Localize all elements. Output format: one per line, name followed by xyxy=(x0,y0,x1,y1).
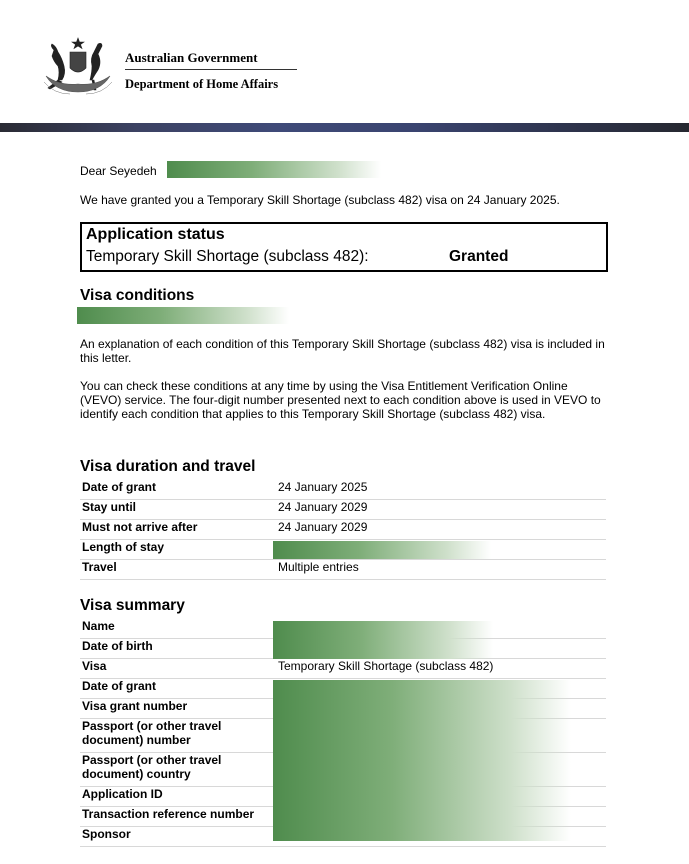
government-name-block xyxy=(125,50,297,92)
duration-value: 24 January 2029 xyxy=(276,500,606,520)
duration-row xyxy=(80,500,606,520)
summary-label: Name xyxy=(80,619,276,639)
duration-label: Must not arrive after xyxy=(80,520,276,540)
application-status-title: Application status xyxy=(86,226,225,243)
summary-label: Passport (or other travel document) number xyxy=(80,719,276,753)
grant-sentence: We have granted you a Temporary Skill Shortage (subclass 482) visa on 24 January 2025. xyxy=(80,193,560,207)
visa-conditions-heading: Visa conditions xyxy=(80,287,195,304)
duration-value: Multiple entries xyxy=(276,560,606,580)
application-status-box xyxy=(80,222,608,272)
redacted-length-of-stay xyxy=(273,541,491,559)
conditions-paragraph-1: An explanation of each condition of this Temporary Skill Shortage (subclass 482) visa is included in this letter. xyxy=(80,337,605,365)
duration-value: 24 January 2025 xyxy=(276,480,606,500)
conditions-paragraph-2: You can check these conditions at any time by using the Visa Entitlement Verification Online (VEVO) service. The four-digit number presented next to each condition above is used in VEVO to identify each condition that applies to this Temporary Skill Shortage (subclass 482) visa. xyxy=(80,379,601,421)
redacted-name xyxy=(167,161,381,178)
visa-summary-heading: Visa summary xyxy=(80,597,185,614)
summary-label: Date of birth xyxy=(80,639,276,659)
header-divider xyxy=(125,69,297,70)
summary-label: Application ID xyxy=(80,787,276,807)
application-status-label: Temporary Skill Shortage (subclass 482): xyxy=(86,248,369,265)
summary-label: Visa grant number xyxy=(80,699,276,719)
duration-row xyxy=(80,560,606,580)
summary-label: Visa xyxy=(80,659,276,679)
duration-value: 24 January 2029 xyxy=(276,520,606,540)
application-status-value: Granted xyxy=(449,248,509,265)
visa-duration-table xyxy=(80,480,606,580)
duration-label: Length of stay xyxy=(80,540,276,560)
duration-label: Travel xyxy=(80,560,276,580)
redacted-name-dob xyxy=(273,621,493,659)
redacted-conditions xyxy=(77,307,289,324)
duration-label: Date of grant xyxy=(80,480,276,500)
redacted-visa-details xyxy=(273,680,571,841)
duration-row xyxy=(80,480,606,500)
summary-label: Date of grant xyxy=(80,679,276,699)
summary-row xyxy=(80,659,606,679)
coat-of-arms-icon xyxy=(40,36,116,96)
government-name: Australian Government xyxy=(125,50,258,65)
department-name: Department of Home Affairs xyxy=(125,77,279,91)
salutation-text: Dear Seyedeh xyxy=(80,164,157,178)
summary-value: Temporary Skill Shortage (subclass 482) xyxy=(276,659,606,679)
letterhead xyxy=(0,0,689,122)
summary-label: Transaction reference number xyxy=(80,807,276,827)
duration-row xyxy=(80,520,606,540)
visa-duration-heading: Visa duration and travel xyxy=(80,458,256,475)
summary-label: Passport (or other travel document) country xyxy=(80,753,276,787)
header-banner xyxy=(0,123,689,132)
summary-label: Sponsor xyxy=(80,827,276,847)
duration-label: Stay until xyxy=(80,500,276,520)
